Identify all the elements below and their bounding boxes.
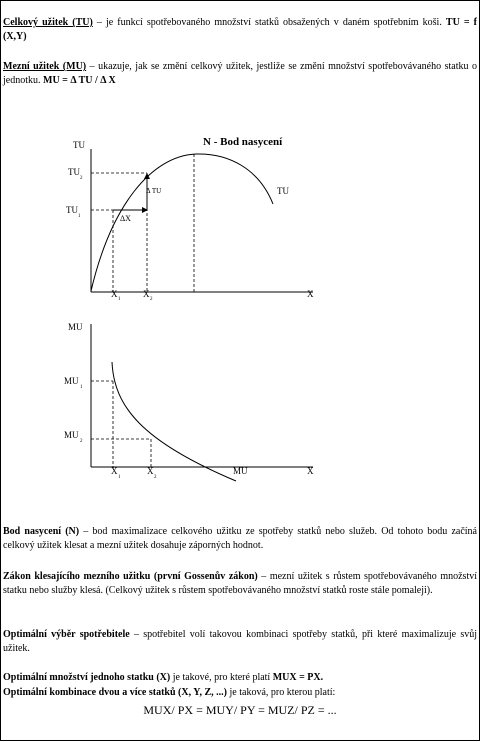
tu2-label: TU xyxy=(68,167,80,177)
term-consumer-choice: Optimální výběr spotřebitele xyxy=(3,629,130,640)
paragraph-saturation-point xyxy=(3,525,477,553)
mu1-label-sub: 1 xyxy=(80,385,83,390)
tu-y-axis-label: TU xyxy=(73,140,85,150)
delta-x-label: ΔX xyxy=(120,214,131,223)
text-marginal-utility: – ukazuje, jak se změní celkový užitek, jestliže se změní množství spotřebovávaného statku o jednotku. xyxy=(3,61,477,86)
formula-total-utility: TU = f (X,Y) xyxy=(3,17,477,42)
term-marginal-utility: Mezní užitek (MU) xyxy=(3,61,87,72)
formula-optimal-single: MUX = PX. xyxy=(272,672,324,683)
total-utility-graph xyxy=(66,136,314,302)
mu-y-axis-label: MU xyxy=(68,322,83,332)
tu2-label-sub: 2 xyxy=(80,176,83,181)
mu2-label: MU xyxy=(64,430,79,440)
mu-curve xyxy=(112,362,236,481)
tu-curve-label: TU xyxy=(277,186,289,196)
text-total-utility: – je funkcí spotřebovaného množství statků obsažených v daném spotřebním koši. xyxy=(92,17,446,28)
term-total-utility: Celkový užitek (TU) xyxy=(3,17,93,28)
x1-label-sub: 1 xyxy=(118,297,121,302)
mu-x2-label: X xyxy=(147,466,154,476)
text-gossen-law: – mezní užitek s růstem spotřebovávaného množství statku nebo služby klesá. (Celkový užitek s růstem spotřebovávaného množství statků roste stále pomaleji). xyxy=(3,571,478,596)
mu1-label: MU xyxy=(64,376,79,386)
term-gossen-law: Zákon klesajícího mezního užitku (první Gossenův zákon) xyxy=(3,571,258,582)
term-saturation-point: Bod nasycení (N) xyxy=(3,526,80,537)
mu-x1-label-sub: 1 xyxy=(118,475,121,480)
mu-curve-label: MU xyxy=(233,466,248,476)
paragraph-optimal-single xyxy=(3,671,477,685)
text-consumer-choice: – spotřebitel volí takovou kombinaci spotřeby statků, při které maximalizuje svůj užitek. xyxy=(3,629,477,654)
tu-curve xyxy=(91,154,273,291)
term-optimal-single: Optimální množství jednoho statku (X) xyxy=(3,672,171,683)
x1-label: X xyxy=(111,289,118,299)
formula-optimal-combination: MUX/ PX = MUY/ PY = MUZ/ PZ = ... xyxy=(143,703,337,717)
text-optimal-combination: je taková, pro kterou platí: xyxy=(227,687,336,698)
x2-label-sub: 2 xyxy=(150,297,153,302)
paragraph-optimal-combination xyxy=(3,686,477,700)
mu2-label-sub: 2 xyxy=(80,439,83,444)
term-optimal-combination: Optimální kombinace dvou a více statků (X, Y, Z, ...) xyxy=(3,687,228,698)
paragraph-optimal-formula xyxy=(3,703,477,717)
text-saturation-point: – bod maximalizace celkového užitku ze spotřeby statků nebo služeb. Od tohoto bodu začíná celkový užitek klesat a mezní užitek dosahuje záporných hodnot. xyxy=(3,526,477,551)
marginal-utility-graph xyxy=(64,322,314,481)
tu1-label: TU xyxy=(66,205,78,215)
paragraph-consumer-choice xyxy=(3,628,477,656)
tu-graph-title: N - Bod nasycení xyxy=(203,136,283,148)
mu-x2-label-sub: 2 xyxy=(154,475,157,480)
paragraph-gossen-law xyxy=(3,570,477,598)
mu-x1-label: X xyxy=(111,466,118,476)
text-optimal-single: je takové, pro které platí xyxy=(170,672,273,683)
delta-tu-label: Δ TU xyxy=(146,187,162,195)
tu-x-axis-label: X xyxy=(307,289,314,299)
tu1-label-sub: 1 xyxy=(78,214,81,219)
formula-marginal-utility: MU = Δ TU / Δ X xyxy=(43,75,116,86)
mu-x-axis-label: X xyxy=(307,466,314,476)
x2-label: X xyxy=(143,289,150,299)
